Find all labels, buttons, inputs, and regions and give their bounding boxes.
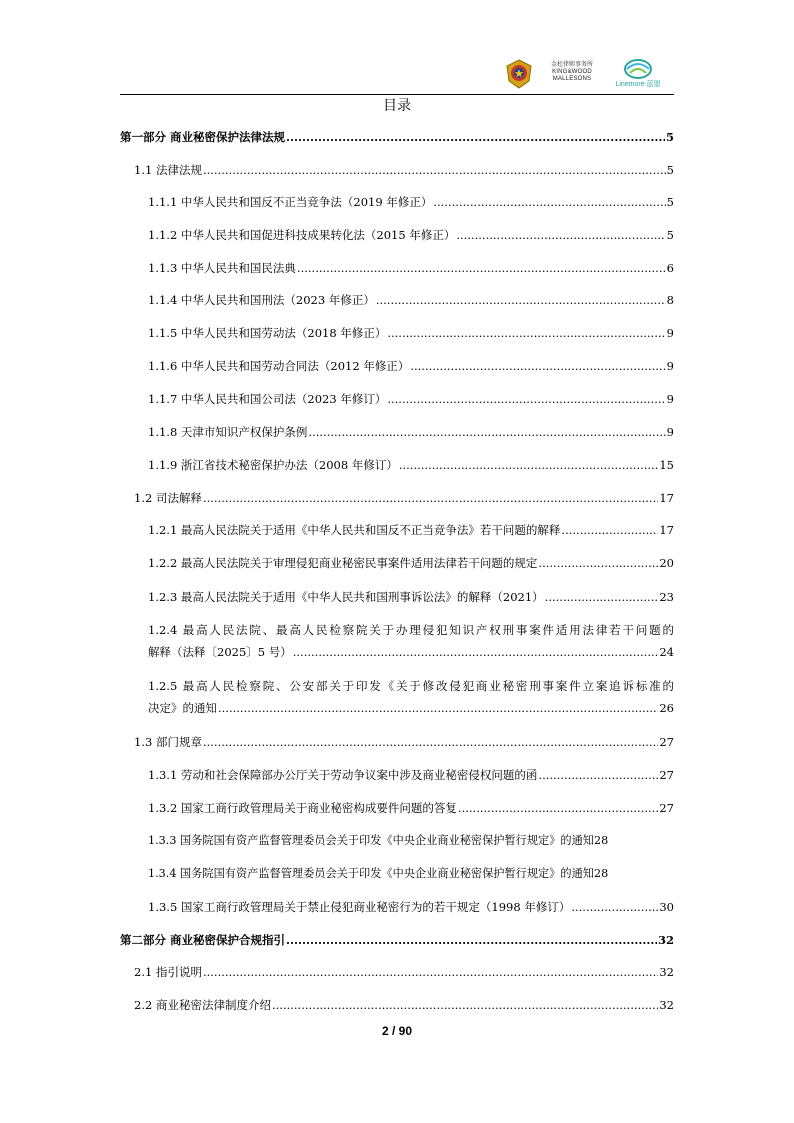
toc-leader-dots (433, 194, 665, 210)
toc-entry[interactable] (148, 260, 674, 276)
header-divider (120, 94, 674, 95)
toc-leader-dots (545, 589, 659, 605)
toc-entry-page: 5 (665, 130, 674, 144)
toc-entry[interactable] (148, 358, 674, 374)
toc-entry-page: 23 (659, 590, 674, 604)
toc-leader-dots (458, 800, 658, 816)
toc-leader-dots (203, 734, 658, 750)
linemore-logo (608, 57, 668, 91)
toc-leader-dots (286, 932, 657, 948)
toc-leader-dots (410, 358, 665, 374)
toc-entry[interactable] (148, 866, 688, 882)
toc-leader-dots (203, 490, 658, 506)
toc-entry-page: 27 (659, 801, 674, 815)
toc-entry-text: 1.1.7 中华人民共和国公司法（2023 年修订） (148, 392, 387, 406)
toc-leader-dots (293, 644, 659, 660)
toc-entry-page: 30 (659, 900, 674, 914)
toc-entry-text: 第一部分 商业秘密保护法律法规 (120, 130, 286, 144)
toc-entry-text: 1.1.8 天津市知识产权保护条例 (148, 425, 308, 439)
toc-entry-line2 (148, 644, 674, 660)
toc-entry-text: 1.2.1 最高人民法院关于适用《中华人民共和国反不正当竞争法》若干问题的解释 (148, 523, 561, 537)
toc-entry-text-line1: 1.2.5 最高人民检察院、公安部关于印发《关于修改侵犯商业秘密刑事案件立案追诉标准的 (148, 679, 674, 693)
toc-entry[interactable] (148, 522, 674, 538)
toc-leader-dots (203, 964, 658, 980)
toc-leader-dots (399, 457, 659, 473)
linemore-name: Linemore 蓝盟 (615, 81, 661, 88)
toc-entry-text: 1.3.1 劳动和社会保障部办公厅关于劳动争议案中涉及商业秘密侵权问题的函 (148, 768, 538, 782)
kwm-english-line2: MALLESONS (552, 76, 592, 82)
toc-entry-page: 5 (666, 228, 674, 242)
toc-leader-dots (272, 997, 658, 1013)
toc-entry[interactable] (148, 227, 674, 243)
toc-leader-dots (286, 129, 665, 145)
toc-entry-text: 1.1.2 中华人民共和国促进科技成果转化法（2015 年修正） (148, 228, 456, 242)
toc-entry-page: 17 (659, 523, 674, 537)
toc-leader-dots (561, 522, 658, 538)
toc-entry-text: 1.2.3 最高人民法院关于适用《中华人民共和国刑事诉讼法》的解释（2021） (148, 590, 544, 604)
toc-entry[interactable] (148, 800, 674, 816)
toc-leader-dots (218, 700, 658, 716)
toc-entry-text: 1.1.9 浙江省技术秘密保护办法（2008 年修订） (148, 458, 398, 472)
toc-entry-text: 1.1.1 中华人民共和国反不正当竞争法（2019 年修正） (148, 195, 433, 209)
toc-entry-page: 6 (666, 261, 674, 275)
toc-entry-line2 (148, 700, 674, 716)
toc-entry[interactable] (148, 899, 674, 915)
toc-entry-page: 32 (659, 965, 674, 979)
toc-entry[interactable] (134, 964, 674, 980)
kwm-english-line1: KING&WOOD (552, 69, 592, 75)
toc-entry-page: 8 (666, 293, 674, 307)
toc-entry-page: 15 (659, 458, 674, 472)
toc-leader-dots (571, 899, 658, 915)
toc-entry[interactable] (148, 833, 688, 849)
toc-entry-text: 1.3 部门规章 (134, 735, 202, 749)
toc-leader-dots (297, 260, 666, 276)
toc-leader-dots (376, 292, 666, 308)
toc-entry[interactable] (134, 997, 674, 1013)
toc-entry-text: 1.1 法律法规 (134, 163, 202, 177)
page-header (120, 55, 674, 95)
toc-entry-page: 28 (593, 867, 609, 880)
toc-entry-page: 20 (659, 556, 674, 570)
toc-entry-page: 32 (657, 933, 674, 947)
toc-entry-page: 17 (659, 491, 674, 505)
linemore-mark-icon (608, 57, 668, 79)
toc-entry-text: 2.2 商业秘密法律制度介绍 (134, 998, 271, 1012)
toc-entry-page: 9 (666, 392, 674, 406)
toc-entry[interactable] (120, 932, 674, 948)
toc-entry-page: 27 (659, 735, 674, 749)
toc-entry-page: 26 (659, 701, 674, 715)
toc-entry-text-line2: 决定》的通知 (148, 701, 217, 715)
toc-entry[interactable] (148, 424, 674, 440)
toc-entry-page: 28 (593, 834, 609, 847)
police-emblem-icon (505, 59, 533, 89)
toc-entry-text-line2: 解释（法释〔2025〕5 号） (148, 645, 292, 659)
toc-entry[interactable] (148, 589, 674, 605)
kwm-logo (548, 61, 596, 91)
toc-leader-dots (387, 391, 665, 407)
toc-entry-text: 1.3.4 国务院国有资产监督管理委员会关于印发《中央企业商业秘密保护暂行规定》的通知 (148, 867, 594, 880)
toc-entry-page: 5 (666, 163, 674, 177)
toc-entry[interactable] (148, 391, 674, 407)
toc-entry-page: 32 (659, 998, 674, 1012)
toc-entry-page: 5 (666, 195, 674, 209)
toc-entry-text-line1: 1.2.4 最高人民法院、最高人民检察院关于办理侵犯知识产权刑事案件适用法律若干问题的 (148, 623, 674, 637)
toc-leader-dots (308, 424, 665, 440)
toc-entry-page: 24 (659, 645, 674, 659)
toc-leader-dots (538, 555, 658, 571)
kwm-chinese-name: 金杜律师事务所 (550, 61, 593, 68)
toc-entry-two-line[interactable] (148, 622, 674, 660)
toc-entry[interactable] (148, 325, 674, 341)
toc-entry[interactable] (134, 162, 674, 178)
toc-entry[interactable] (120, 129, 674, 145)
toc-entry-text: 第二部分 商业秘密保护合规指引 (120, 933, 286, 947)
toc-title: 目录 (383, 98, 411, 114)
toc-entry-page: 9 (666, 359, 674, 373)
toc-entry-page: 9 (666, 425, 674, 439)
toc-entry-text: 2.1 指引说明 (134, 965, 202, 979)
toc-entry-text: 1.3.3 国务院国有资产监督管理委员会关于印发《中央企业商业秘密保护暂行规定》的通知 (148, 834, 594, 847)
toc-entry[interactable] (134, 734, 674, 750)
toc-entry-page: 27 (659, 768, 674, 782)
toc-entry-text: 1.1.6 中华人民共和国劳动合同法（2012 年修正） (148, 359, 410, 373)
toc-entry-text: 1.1.3 中华人民共和国民法典 (148, 261, 296, 275)
toc-leader-dots (203, 162, 666, 178)
toc-entry[interactable] (148, 194, 674, 210)
toc-leader-dots (387, 325, 665, 341)
toc-entry[interactable] (148, 555, 674, 571)
toc-entry-text: 1.3.5 国家工商行政管理局关于禁止侵犯商业秘密行为的若干规定（1998 年修订） (148, 900, 571, 914)
toc-leader-dots (456, 227, 665, 243)
toc-entry-text: 1.2.2 最高人民法院关于审理侵犯商业秘密民事案件适用法律若干问题的规定 (148, 556, 538, 570)
toc-entry-text: 1.2 司法解释 (134, 491, 202, 505)
toc-entry-two-line[interactable] (148, 678, 674, 716)
toc-entry-text: 1.1.4 中华人民共和国刑法（2023 年修正） (148, 293, 375, 307)
toc-entry[interactable] (148, 457, 674, 473)
page-indicator: 2 / 90 (381, 1024, 413, 1038)
toc-entry[interactable] (134, 490, 674, 506)
toc-entry-text: 1.1.5 中华人民共和国劳动法（2018 年修正） (148, 326, 387, 340)
toc-entry[interactable] (148, 767, 674, 783)
toc-entry-page: 9 (666, 326, 674, 340)
toc-entry-text: 1.3.2 国家工商行政管理局关于商业秘密构成要件问题的答复 (148, 801, 457, 815)
toc-entry[interactable] (148, 292, 674, 308)
toc-leader-dots (538, 767, 658, 783)
